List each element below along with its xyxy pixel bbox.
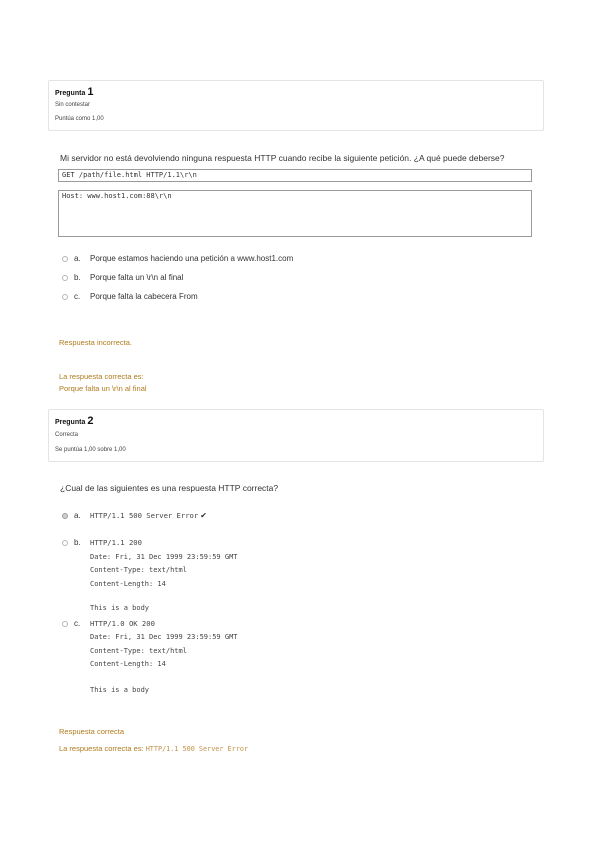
question-1-info [48, 80, 544, 131]
radio-icon[interactable] [62, 621, 68, 627]
q2-option-b[interactable] [62, 538, 142, 547]
q2-correct-prefix: La respuesta correcta es: [59, 744, 146, 753]
option-text: Porque falta la cabecera From [90, 292, 198, 301]
q1-correct-answer: Porque falta un \r\n al final [59, 384, 147, 393]
host-line: Host: www.host1.com:88\r\n [62, 192, 172, 200]
code-line: Date: Fri, 31 Dec 1999 23:59:59 GMT [90, 553, 238, 561]
code-line: Content-Length: 14 [90, 580, 166, 588]
code-line: Content-Type: text/html [90, 566, 187, 574]
option-text: HTTP/1.0 OK 200 [90, 619, 155, 628]
option-text: Porque falta un \r\n al final [90, 273, 184, 282]
option-letter: c. [74, 292, 81, 301]
radio-icon[interactable] [62, 256, 68, 262]
question-number: 2 [87, 415, 94, 427]
q1-option-a[interactable] [62, 254, 293, 263]
q1-feedback: Respuesta incorrecta. [59, 338, 132, 347]
radio-icon[interactable] [62, 275, 68, 281]
code-line: This is a body [90, 604, 150, 612]
request-line: GET /path/file.html HTTP/1.1\r\n [62, 171, 197, 179]
option-letter: c. [74, 619, 81, 628]
radio-icon[interactable] [62, 294, 68, 300]
question-1-state: Sin contestar [55, 102, 91, 108]
code-line: Date: Fri, 31 Dec 1999 23:59:59 GMT [90, 633, 238, 641]
question-1-number [55, 86, 93, 98]
q2-feedback: Respuesta correcta [59, 727, 125, 736]
radio-icon[interactable] [62, 540, 68, 546]
q2-option-c[interactable] [62, 619, 155, 628]
option-text: HTTP/1.1 500 Server Error [90, 511, 199, 520]
q1-option-b[interactable] [62, 273, 183, 282]
question-2-marks: Se puntúa 1,00 sobre 1,00 [55, 447, 126, 453]
radio-icon[interactable] [62, 513, 68, 519]
question-number: 1 [87, 86, 94, 98]
option-text: HTTP/1.1 200 [90, 538, 142, 547]
question-1-marks: Puntúa como 1,00 [55, 116, 104, 122]
q2-correct-answer-line [59, 744, 248, 753]
option-letter: a. [74, 511, 81, 520]
question-2-text: ¿Cual de las siguientes es una respuesta HTTP correcta? [60, 483, 279, 493]
q1-correct-title: La respuesta correcta es: [59, 372, 144, 381]
question-label: Pregunta [55, 90, 86, 97]
option-letter: b. [74, 273, 81, 282]
option-text: Porque estamos haciendo una petición a www.host1.com [90, 254, 294, 263]
question-2-state: Correcta [55, 432, 79, 438]
request-line-box [58, 169, 532, 182]
question-1-text: Mi servidor no está devolviendo ninguna respuesta HTTP cuando recibe la siguiente petición. ¿A qué puede deberse? [60, 153, 505, 163]
check-icon: ✔ [200, 511, 207, 520]
option-letter: b. [74, 538, 81, 547]
code-line: Content-Length: 14 [90, 660, 166, 668]
question-2-number [55, 415, 93, 427]
q2-option-a[interactable] [62, 511, 207, 520]
host-line-box [58, 190, 532, 237]
q2-correct-answer: HTTP/1.1 500 Server Error [145, 745, 249, 753]
code-line: Content-Type: text/html [90, 647, 187, 655]
code-line: This is a body [90, 686, 150, 694]
option-letter: a. [74, 254, 81, 263]
question-label: Pregunta [55, 419, 86, 426]
q1-option-c[interactable] [62, 292, 198, 301]
question-2-info [48, 409, 544, 462]
